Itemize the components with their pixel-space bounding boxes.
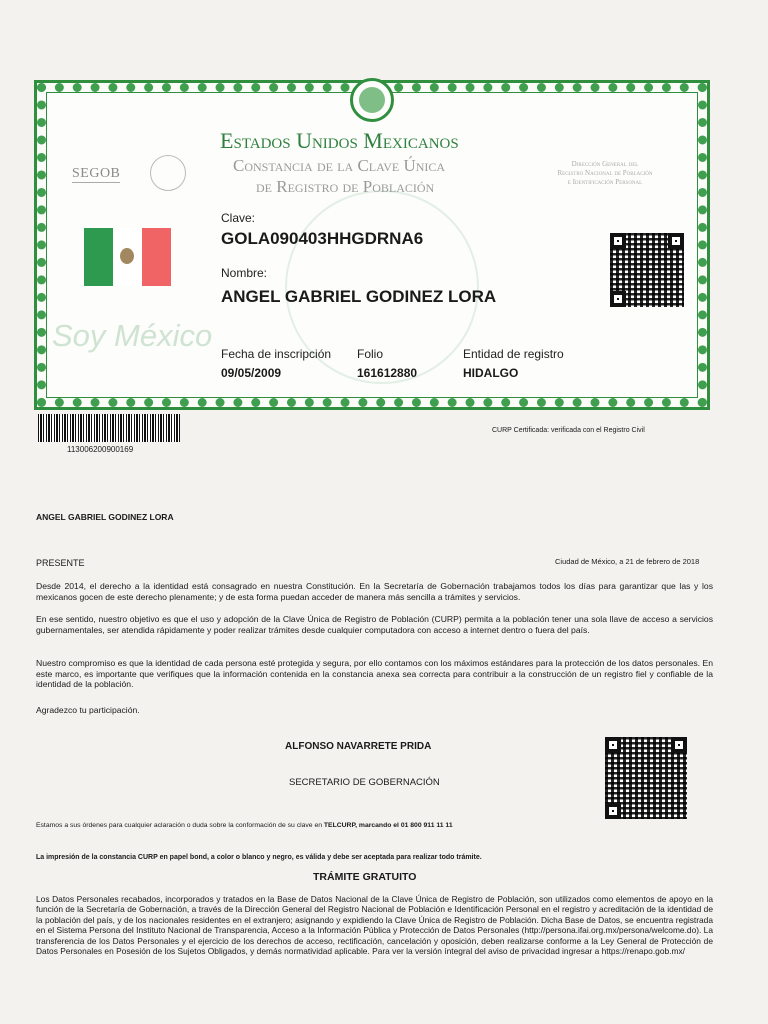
segob-logo: SEGOB — [72, 166, 121, 181]
clave-label: Clave: — [221, 211, 256, 225]
soy-mexico-watermark: Soy México — [52, 318, 213, 353]
direccion-general-logo — [530, 160, 680, 187]
direccion-line-1: Dirección General del — [571, 160, 639, 168]
tramite-gratuito-title: TRÁMITE GRATUITO — [313, 871, 417, 883]
certificate-qr-code — [610, 233, 684, 307]
letter-place-date: Ciudad de México, a 21 de febrero de 2018 — [555, 557, 700, 566]
fecha-inscripcion-label: Fecha de inscripción — [221, 347, 332, 361]
national-seal-icon — [350, 78, 394, 122]
letter-thanks: Agradezco tu participación. — [36, 705, 140, 715]
mexican-flag-icon — [84, 228, 171, 286]
letter-qr-code — [605, 737, 687, 819]
certificate-title: Estados Unidos Mexicanos — [220, 128, 459, 153]
direccion-line-2: Registro Nacional de Población — [557, 169, 653, 177]
direccion-line-3: e Identificación Personal — [567, 178, 643, 186]
telcurp-phone: TELCURP, marcando el 01 800 911 11 11 — [323, 822, 453, 829]
curp-certificada-note: CURP Certificada: verificada con el Registro Civil — [492, 427, 645, 434]
letter-paragraph-2: En ese sentido, nuestro objetivo es que el uso y adopción de la Clave Única de Registro de Población (CURP) permita a la población tener una sola llave de acceso a servicios gubernamentales, ser atendida rápidamente y poder realizar trámites desde cualquier computadora con acceso a internet dentro o fuera del país. — [36, 614, 713, 635]
entidad-registro-label: Entidad de registro — [463, 347, 564, 361]
telcurp-contact — [36, 822, 453, 829]
entidad-registro-value: HIDALGO — [463, 366, 519, 380]
barcode-number: 113006200900169 — [67, 445, 134, 454]
government-crest-icon — [150, 155, 186, 191]
clave-value: GOLA090403HHGDRNA6 — [221, 229, 424, 248]
privacy-notice: Los Datos Personales recabados, incorporados y tratados en la Base de Datos Nacional de la Clave Única de Registro de Población, son utilizados como elementos de apoyo en la función de la Secretaría de Gobernación, a través de la Dirección General del Registro Nacional de Población e Identificación Personal en el registro y acreditación de la identidad de la población del país, y de los nacionales residentes en el extranjero; asignando y expidiendo la Clave Única de Registro de Población. Dicha Base de Datos, se encuentra registrada en el Sistema Persona del Instituto Nacional de Transparencia, Acceso a la Información Pública y Protección de Datos Personales (http://persona.ifai.org.mx/persona/welcome.do). La transferencia de los Datos Personales y el ejercicio de los derechos de acceso, rectificación, cancelación y oposición, deben realizarse conforme a la Ley General de Protección de Datos Personales en Posesión de los Sujetos Obligados, y demás normatividad aplicable. Para ver la versión íntegral del aviso de privacidad ingresar a https://renapo.gob.mx/ — [36, 894, 713, 957]
barcode — [38, 414, 180, 442]
letter-paragraph-1: Desde 2014, el derecho a la identidad está consagrado en nuestra Constitución. En la Secretaría de Gobernación trabajamos todos los días para garantizar que las y los mexicanos gocen de este derecho plenamente; y de esta forma puedan acceder de manera más sencilla a trámites y servicios. — [36, 581, 713, 602]
letter-presente: PRESENTE — [36, 558, 85, 568]
certificate-subtitle-line2: de Registro de Población — [256, 177, 435, 196]
folio-label: Folio — [357, 347, 384, 361]
impresion-note: La impresión de la constancia CURP en papel bond, a color o blanco y negro, es válida y debe ser aceptada para realizar todo trámite. — [36, 854, 482, 861]
letter-paragraph-3: Nuestro compromiso es que la identidad de cada persona esté protegida y segura, por ello contamos con los máximos estándares para la protección de los datos personales. En este marco, es importante que verifiques que la información contenida en la constancia anexa sea correcta para contribuir a la construcción de un registro fiel y confiable de la identidad de la población. — [36, 658, 713, 690]
telcurp-contact-text: Estamos a sus órdenes para cualquier aclaración o duda sobre la conformación de su clave en — [36, 822, 324, 829]
signer-name: ALFONSO NAVARRETE PRIDA — [285, 741, 432, 752]
letter-recipient: ANGEL GABRIEL GODINEZ LORA — [36, 512, 174, 522]
nombre-label: Nombre: — [221, 266, 268, 280]
certificate-subtitle-line1: Constancia de la Clave Única — [233, 156, 446, 175]
signer-title: SECRETARIO DE GOBERNACIÓN — [289, 777, 440, 788]
folio-value: 161612880 — [357, 366, 418, 380]
fecha-inscripcion-value: 09/05/2009 — [221, 366, 282, 380]
nombre-value: ANGEL GABRIEL GODINEZ LORA — [221, 287, 497, 306]
